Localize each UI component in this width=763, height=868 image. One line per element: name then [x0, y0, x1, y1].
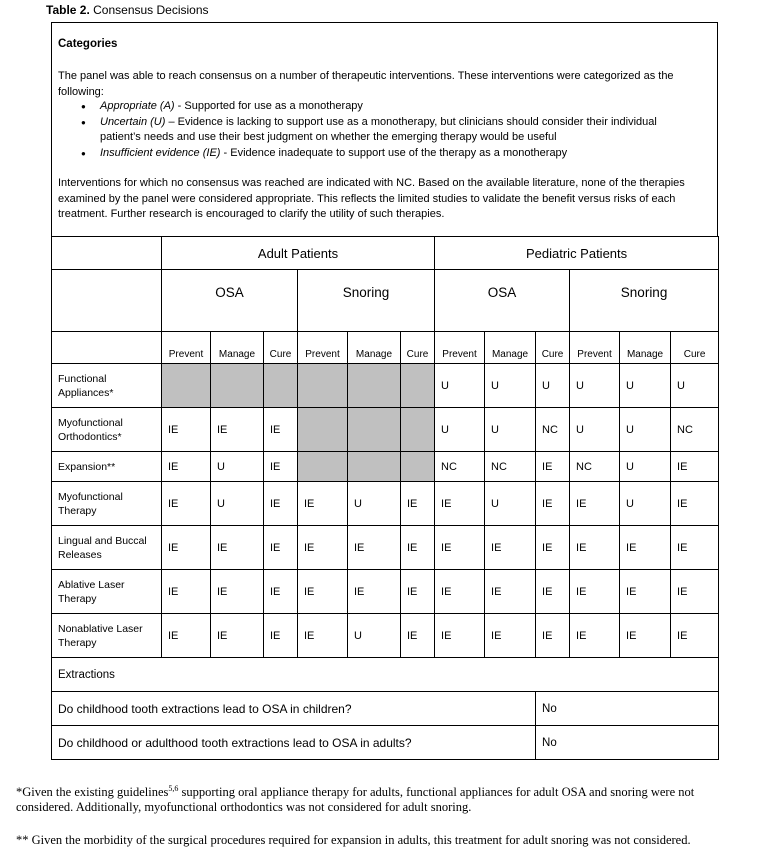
corner-cell — [52, 270, 162, 332]
table-cell: U — [570, 364, 620, 408]
category-list — [78, 99, 700, 161]
column-header-manage — [348, 332, 401, 364]
row-label: Myofunctional Orthodontics* — [52, 408, 162, 452]
shaded-cell — [211, 364, 264, 408]
column-header-label: Cure — [269, 349, 292, 360]
category-term: Insufficient evidence (IE) — [100, 146, 221, 159]
footnote-1 — [16, 785, 736, 815]
table-cell: U — [620, 482, 671, 526]
table-cell: NC — [435, 452, 485, 482]
table-cell: IE — [536, 526, 570, 570]
consensus-table — [51, 236, 719, 760]
extraction-question: Do childhood or adulthood tooth extractions lead to OSA in adults? — [52, 726, 536, 760]
shaded-cell — [348, 364, 401, 408]
table-cell: U — [435, 408, 485, 452]
table-cell: U — [536, 364, 570, 408]
category-item — [78, 99, 700, 115]
row-label: Lingual and Buccal Releases — [52, 526, 162, 570]
subgroup-adult-snoring: Snoring — [298, 270, 435, 332]
group-adult-header: Adult Patients — [162, 237, 435, 270]
table-cell: IE — [211, 526, 264, 570]
categories-title: Categories — [58, 38, 118, 50]
table-cell: IE — [485, 614, 536, 658]
table-row — [52, 408, 719, 452]
column-header-prevent — [570, 332, 620, 364]
column-header-label: Cure — [406, 349, 429, 360]
footnote-1-text-b: supporting oral appliance therapy for adults, functional appliances for adult OSA and snoring were not considered. Additionally, myofunctional orthodontics was not considered for adult snoring. — [16, 785, 695, 814]
table-cell: IE — [435, 482, 485, 526]
column-header-label: Manage — [218, 349, 256, 360]
shaded-cell — [162, 364, 211, 408]
table-cell: U — [570, 408, 620, 452]
table-cell: IE — [536, 570, 570, 614]
column-header-prevent — [162, 332, 211, 364]
column-header-label: Prevent — [442, 349, 477, 360]
table-cell: U — [620, 452, 671, 482]
column-header-label: Manage — [491, 349, 529, 360]
table-cell: IE — [401, 614, 435, 658]
table-cell: IE — [298, 482, 348, 526]
column-header-label: Cure — [683, 349, 706, 360]
category-desc: - Supported for use as a monotherapy — [174, 100, 363, 112]
categories-box — [51, 22, 718, 237]
column-header-cure — [401, 332, 435, 364]
column-header-cure — [671, 332, 719, 364]
table-cell: IE — [570, 526, 620, 570]
category-desc: – Evidence is lacking to support use as a monotherapy, but clinicians should consider their individual patient’s needs and use their best judgment on whether the emerging therapy would be useful — [100, 115, 657, 143]
extraction-question-row — [52, 726, 719, 760]
table-cell: IE — [620, 526, 671, 570]
column-header-label: Manage — [355, 349, 393, 360]
table-cell: IE — [671, 452, 719, 482]
table-cell: IE — [264, 570, 298, 614]
column-header-label: Cure — [541, 349, 564, 360]
table-cell: IE — [671, 526, 719, 570]
shaded-cell — [348, 452, 401, 482]
shaded-cell — [298, 452, 348, 482]
table-cell: NC — [536, 408, 570, 452]
table-cell: U — [671, 364, 719, 408]
footnote-1-text-a: *Given the existing guidelines — [16, 785, 169, 799]
subgroup-pediatric-snoring: Snoring — [570, 270, 719, 332]
extractions-title: Extractions — [52, 658, 719, 692]
table-caption — [46, 3, 209, 17]
column-header-label: Manage — [626, 349, 664, 360]
table-cell: NC — [485, 452, 536, 482]
caption-label: Table 2. — [46, 3, 90, 17]
table-cell: U — [211, 452, 264, 482]
table-cell: IE — [162, 482, 211, 526]
table-cell: IE — [401, 526, 435, 570]
column-header-manage — [485, 332, 536, 364]
shaded-cell — [264, 364, 298, 408]
table-cell: IE — [211, 570, 264, 614]
column-header-label: Prevent — [577, 349, 612, 360]
table-cell: IE — [435, 614, 485, 658]
table-row — [52, 614, 719, 658]
table-cell: IE — [671, 614, 719, 658]
column-header-manage — [620, 332, 671, 364]
table-cell: IE — [264, 614, 298, 658]
table-cell: IE — [401, 482, 435, 526]
table-cell: IE — [162, 526, 211, 570]
table-cell: IE — [211, 408, 264, 452]
table-row — [52, 452, 719, 482]
table-cell: IE — [298, 614, 348, 658]
table-row — [52, 526, 719, 570]
extractions-header-row — [52, 658, 719, 692]
table-cell: IE — [264, 526, 298, 570]
table-cell: IE — [348, 526, 401, 570]
table-cell: IE — [211, 614, 264, 658]
table-cell: IE — [264, 408, 298, 452]
table-cell: U — [620, 408, 671, 452]
category-item — [78, 146, 700, 162]
column-header-prevent — [435, 332, 485, 364]
categories-note: Interventions for which no consensus was reached are indicated with NC. Based on the available literature, none of the therapies examined by the panel were considered appropriate. This reflects the limited studies to validate the benefit versus risks of each treatment. Further research is encouraged to clarify the utility of such therapies. — [58, 177, 685, 220]
table-cell: IE — [671, 570, 719, 614]
subgroup-header-row — [52, 270, 719, 332]
table-cell: NC — [570, 452, 620, 482]
table-row — [52, 482, 719, 526]
table-cell: IE — [348, 570, 401, 614]
row-label: Ablative Laser Therapy — [52, 570, 162, 614]
table-row — [52, 570, 719, 614]
category-term: Uncertain (U) — [100, 115, 166, 128]
column-header-row — [52, 332, 719, 364]
column-header-label: Prevent — [305, 349, 340, 360]
extraction-answer: No — [536, 726, 719, 760]
column-header-cure — [536, 332, 570, 364]
table-cell: IE — [536, 614, 570, 658]
caption-title: Consensus Decisions — [93, 3, 209, 17]
table-row — [52, 364, 719, 408]
corner-cell — [52, 237, 162, 270]
extraction-question-row — [52, 692, 719, 726]
category-term: Appropriate (A) — [100, 100, 175, 112]
shaded-cell — [348, 408, 401, 452]
table-cell: IE — [264, 452, 298, 482]
table-cell: U — [485, 408, 536, 452]
table-cell: IE — [671, 482, 719, 526]
category-desc: - Evidence inadequate to support use of the therapy as a monotherapy — [220, 146, 568, 159]
footnote-1-reference: 5,6 — [168, 783, 179, 793]
table-cell: IE — [298, 570, 348, 614]
table-cell: IE — [536, 452, 570, 482]
shaded-cell — [298, 408, 348, 452]
table-cell: IE — [162, 614, 211, 658]
table-cell: IE — [485, 526, 536, 570]
shaded-cell — [401, 452, 435, 482]
shaded-cell — [401, 364, 435, 408]
table-cell: IE — [620, 614, 671, 658]
table-cell: IE — [570, 482, 620, 526]
table-cell: U — [211, 482, 264, 526]
group-pediatric-header: Pediatric Patients — [435, 237, 719, 270]
table-cell: U — [348, 482, 401, 526]
extraction-answer: No — [536, 692, 719, 726]
table-cell: IE — [162, 408, 211, 452]
table-cell: NC — [671, 408, 719, 452]
table-cell: IE — [485, 570, 536, 614]
table-cell: IE — [264, 482, 298, 526]
table-cell: IE — [570, 614, 620, 658]
table-cell: IE — [298, 526, 348, 570]
table-cell: U — [620, 364, 671, 408]
table-cell: IE — [162, 452, 211, 482]
row-label: Myofunctional Therapy — [52, 482, 162, 526]
column-header-manage — [211, 332, 264, 364]
categories-intro: The panel was able to reach consensus on a number of therapeutic interventions. These interventions were categorized as the following: — [58, 70, 674, 98]
table-cell: IE — [620, 570, 671, 614]
table-cell: U — [348, 614, 401, 658]
table-cell: IE — [536, 482, 570, 526]
category-item — [78, 115, 700, 146]
shaded-cell — [401, 408, 435, 452]
column-header-cure — [264, 332, 298, 364]
corner-cell — [52, 332, 162, 364]
table-cell: U — [485, 482, 536, 526]
row-label: Nonablative Laser Therapy — [52, 614, 162, 658]
row-label: Functional Appliances* — [52, 364, 162, 408]
column-header-prevent — [298, 332, 348, 364]
table-cell: IE — [570, 570, 620, 614]
subgroup-pediatric-osa: OSA — [435, 270, 570, 332]
shaded-cell — [298, 364, 348, 408]
column-header-label: Prevent — [168, 349, 204, 360]
extraction-question: Do childhood tooth extractions lead to OSA in children? — [52, 692, 536, 726]
footnote-2: ** Given the morbidity of the surgical procedures required for expansion in adults, this treatment for adult snoring was not considered. — [16, 833, 691, 847]
table-cell: IE — [435, 526, 485, 570]
table-cell: U — [485, 364, 536, 408]
table-cell: IE — [435, 570, 485, 614]
table-cell: U — [435, 364, 485, 408]
row-label: Expansion** — [52, 452, 162, 482]
table-cell: IE — [401, 570, 435, 614]
group-header-row — [52, 237, 719, 270]
table-cell: IE — [162, 570, 211, 614]
subgroup-adult-osa: OSA — [162, 270, 298, 332]
